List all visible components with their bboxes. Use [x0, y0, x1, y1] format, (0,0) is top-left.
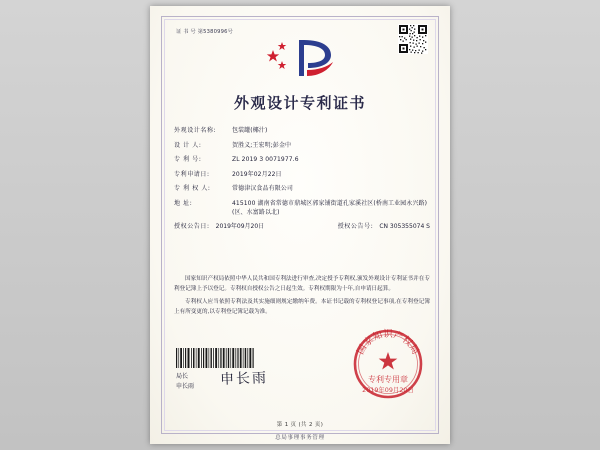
field-value: 2019年09月20日	[215, 223, 265, 230]
field-value: ZL 2019 3 0071977.6	[232, 156, 299, 163]
field-label: 专 利 号:	[174, 156, 202, 163]
body-paragraph-1: 国家知识产权局依照中华人民共和国专利法进行审查,决定授予专利权,颁发外观设计专利证书并在专利登记簿上予以登记。专利权自授权公告之日起生效。专利权期限为十年,自申请日起算。	[174, 276, 430, 293]
barcode-icon	[176, 348, 254, 368]
field-label: 地 址:	[174, 199, 193, 207]
field-value: 包装罐(椰汁)	[232, 127, 268, 134]
qr-code-icon	[398, 24, 428, 54]
field-design-name	[174, 126, 430, 135]
field-label: 专 利 权 人:	[174, 185, 211, 192]
signature-title: 局长	[176, 373, 189, 380]
certificate-fields	[174, 126, 430, 237]
body-paragraph-2: 专利权人应当依照专利法及其实施细则规定缴纳年费。本证书记载的专利权登记事项,在专利登记簿上有所变更的,以专利登记簿记载为准。	[174, 298, 430, 316]
certificate-paper	[150, 6, 450, 444]
field-value: 贺胜义;王宏明;彭金中	[232, 141, 292, 149]
footer-note: 总局事理事务管理	[275, 435, 325, 441]
page-title: 外观设计专利证书	[233, 94, 366, 112]
field-patent-number	[174, 155, 430, 164]
field-patentee	[174, 184, 430, 193]
field-label: 授权公告日:	[174, 223, 210, 230]
patent-certificate	[150, 6, 450, 444]
field-label: 授权公告号:	[337, 223, 374, 230]
certificate-body-text	[174, 274, 430, 319]
field-grant-row	[174, 222, 430, 231]
svg-text:国家知识产权局: 国家知识产权局	[355, 329, 421, 357]
field-designers	[174, 141, 430, 150]
field-grant-date	[174, 222, 264, 231]
signature-title-block	[176, 372, 194, 391]
field-value: 2019年02月22日	[232, 170, 282, 178]
field-value: 常德津汉食品有限公司	[232, 185, 294, 192]
field-application-date	[174, 170, 430, 179]
page-number: 第 1 页 (共 2 页)	[276, 422, 324, 428]
field-value: CN 305355074 S	[379, 223, 430, 230]
field-label: 设 计 人:	[174, 141, 202, 149]
field-value: 415100 湖南省常德市鼎城区郭家铺街道孔家溪社区(桥南工业园永兴路)(区、水富路以北)	[232, 199, 428, 216]
field-address	[174, 199, 430, 217]
svg-text:2019年09月20日: 2019年09月20日	[362, 386, 414, 394]
field-grant-publication-number	[338, 222, 430, 231]
cnipa-emblem-icon	[263, 34, 337, 80]
signature-name: 申长雨	[176, 382, 195, 390]
handwritten-signature: 申长雨	[219, 370, 269, 388]
field-label: 外观设计名称:	[174, 127, 217, 134]
certificate-serial-number: 证 书 号 第5380996号	[176, 29, 233, 35]
official-seal-icon	[350, 326, 426, 402]
field-label: 专利申请日:	[174, 170, 210, 178]
svg-text:专利专用章: 专利专用章	[368, 375, 408, 384]
